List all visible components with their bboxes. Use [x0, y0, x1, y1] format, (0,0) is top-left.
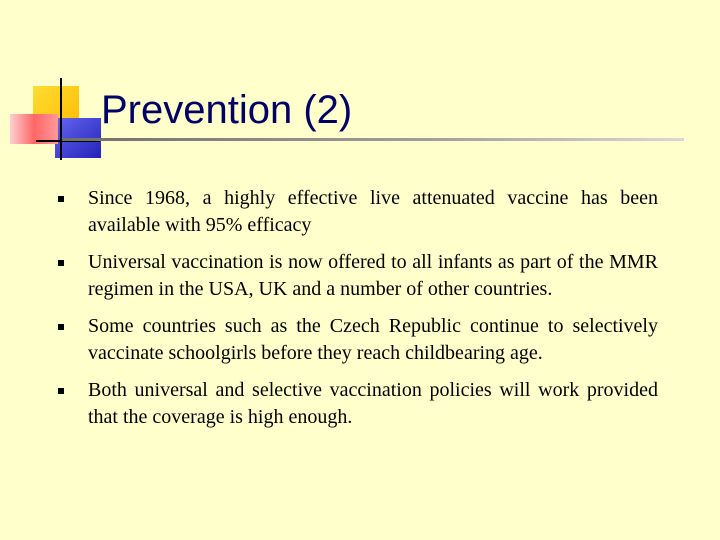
bullet-item: [58, 249, 658, 303]
bullet-square-icon: [58, 388, 64, 394]
slide-logo-decoration: [0, 0, 110, 170]
bullet-text: Universal vaccination is now offered to all infants as part of the MMR regimen in the USA, UK and a number of other countries.: [88, 251, 658, 300]
bullet-text: Some countries such as the Czech Republic continue to selectively vaccinate schoolgirls before they reach childbearing age.: [88, 315, 658, 364]
bullet-square-icon: [58, 260, 64, 266]
bullet-square-icon: [58, 324, 64, 330]
bullet-text: Since 1968, a highly effective live attenuated vaccine has been available with 95% efficacy: [88, 187, 658, 236]
bullet-list: [58, 185, 658, 441]
bullet-square-icon: [58, 196, 64, 202]
bullet-item: [58, 185, 658, 239]
bullet-item: [58, 377, 658, 431]
slide-title: Prevention (2): [101, 88, 353, 132]
title-underline: [62, 138, 684, 141]
logo-red-bar: [10, 114, 58, 144]
bullet-text: Both universal and selective vaccination policies will work provided that the coverage is high enough.: [88, 379, 658, 428]
bullet-item: [58, 313, 658, 367]
